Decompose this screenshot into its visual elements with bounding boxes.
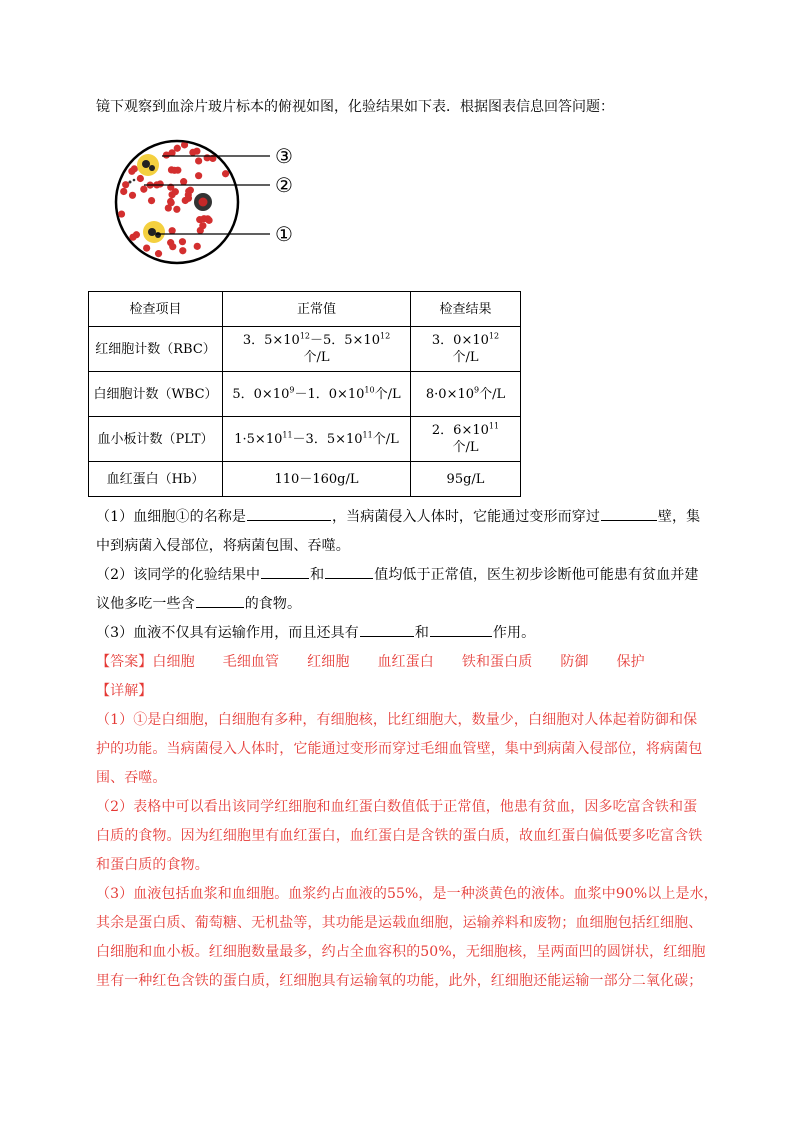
red-blood-cell	[171, 167, 178, 174]
answer-blank[interactable]	[261, 563, 309, 579]
row-result: 95g/L	[411, 462, 521, 497]
red-blood-cell	[165, 204, 172, 211]
row-normal: $1\cdot 5\times 10^{11}-3$．$5\times 10^{11}$个/L	[223, 417, 411, 462]
detail-line: （3）血液包括血浆和血细胞。血浆约占血液的55%，是一种淡黄色的液体。血浆中90%以上是水，	[96, 886, 718, 902]
red-blood-cell	[120, 188, 127, 195]
red-blood-cell	[200, 215, 207, 222]
red-blood-cell	[167, 198, 174, 205]
detail-line: 白细胞和血小板。红细胞数量最多，约占全血容积的50%，无细胞核，呈两面凹的圆饼状，红细胞	[96, 944, 706, 960]
detail-line: 和蛋白质的食物。	[96, 857, 209, 873]
red-blood-cell	[169, 243, 176, 250]
red-blood-cell	[163, 151, 170, 158]
table-row	[89, 462, 521, 497]
answer-blank[interactable]	[430, 621, 492, 637]
red-blood-cell	[185, 195, 192, 202]
answer-blank[interactable]	[601, 505, 657, 521]
row-item: 血红蛋白（Hb）	[89, 462, 223, 497]
red-blood-cell	[194, 243, 201, 250]
red-blood-cell	[140, 186, 147, 193]
red-blood-cell	[122, 181, 129, 188]
row-item: 血小板计数（PLT）	[89, 417, 223, 462]
blood-test-table	[88, 291, 521, 497]
detail-line: 白质的食物。因为红细胞里有血红蛋白，血红蛋白是含铁的蛋白质，故血红蛋白偏低要多吃富含铁	[96, 828, 703, 844]
answer-blank[interactable]	[247, 505, 331, 521]
row-normal: 5．$0\times 10^9-1$．$0\times 10^{10}$个/L	[223, 372, 411, 417]
row-result: $8\cdot 0\times 10^9$个/L	[411, 372, 521, 417]
question-1: （1）血细胞①的名称是 ，当病菌侵入人体时，它能通过变形而穿过 壁，集	[96, 503, 716, 532]
red-blood-cell	[129, 234, 136, 241]
red-blood-cell	[174, 145, 181, 152]
table-header-row	[89, 292, 521, 327]
row-normal: 3．$5\times 10^{12}-5$．$5\times 10^{12}$ 个/L	[223, 327, 411, 372]
detail-label: 【详解】	[96, 683, 153, 699]
red-blood-cell	[199, 222, 206, 229]
red-blood-cell	[173, 206, 180, 213]
label-1: ①	[275, 222, 293, 246]
question-section	[96, 503, 716, 996]
answer-blank[interactable]	[196, 592, 244, 608]
red-blood-cell	[131, 165, 138, 172]
dark-cell	[194, 193, 212, 211]
answer-blank[interactable]	[325, 563, 373, 579]
intro-text: 镜下观察到血涂片玻片标本的俯视如图，化验结果如下表．根据图表信息回答问题：	[96, 99, 614, 115]
table-row	[89, 327, 521, 372]
row-result: 2．$6\times 10^{11}$ 个/L	[411, 417, 521, 462]
header-result: 检查结果	[411, 292, 521, 327]
red-blood-cell	[222, 170, 229, 177]
red-blood-cell	[195, 172, 202, 179]
red-blood-cell	[195, 157, 202, 164]
header-item: 检查项目	[89, 292, 223, 327]
label-3: ③	[275, 144, 293, 168]
red-blood-cell	[137, 175, 144, 182]
white-blood-cell-bottom	[143, 221, 165, 243]
red-blood-cell	[169, 227, 176, 234]
row-item: 红细胞计数（RBC）	[89, 327, 223, 372]
detail-line: 里有一种红色含铁的蛋白质，红细胞具有运输氧的功能，此外，红细胞还能运输一部分二氧化碳；	[96, 973, 703, 989]
blood-smear-figure	[110, 128, 310, 288]
white-blood-cell-top	[137, 154, 159, 176]
detail-line: 其余是蛋白质、葡萄糖、无机盐等，其功能是运载血细胞，运输养料和废物；血细胞包括红细胞、	[96, 915, 703, 931]
table-row	[89, 417, 521, 462]
detail-line: 围、吞噬。	[96, 770, 167, 786]
answer-line: 【答案】白细胞 毛细血管 红细胞 血红蛋白 铁和蛋白质 防御 保护	[96, 654, 645, 670]
question-2-cont: 议他多吃一些含 的食物。	[96, 590, 716, 619]
detail-line: 护的功能。当病菌侵入人体时，它能通过变形而穿过毛细血管壁，集中到病菌入侵部位，将病菌包	[96, 741, 703, 757]
red-blood-cell	[179, 238, 186, 245]
header-normal: 正常值	[223, 292, 411, 327]
red-blood-cell	[118, 210, 125, 217]
table-row	[89, 372, 521, 417]
detail-line: （2）表格中可以看出该同学红细胞和血红蛋白数值低于正常值，他患有贫血，因多吃富含铁和蛋	[96, 799, 698, 815]
row-item: 白细胞计数（WBC）	[89, 372, 223, 417]
detail-line: （1）①是白细胞，白细胞有多种，有细胞核，比红细胞大，数量少，白细胞对人体起着防御和保	[96, 712, 698, 728]
row-result: 3．$0\times 10^{12}$ 个/L	[411, 327, 521, 372]
question-2: （2）该同学的化验结果中 和 值均低于正常值，医生初步诊断他可能患有贫血并建	[96, 561, 716, 590]
row-normal: 110－160g/L	[223, 462, 411, 497]
label-2: ②	[275, 173, 293, 197]
red-blood-cell	[143, 244, 150, 251]
red-blood-cell	[155, 250, 162, 257]
question-1-cont: 中到病菌入侵部位，将病菌包围、吞噬。	[96, 538, 350, 554]
red-blood-cell	[179, 247, 186, 254]
answer-blank[interactable]	[360, 621, 414, 637]
red-blood-cell	[180, 178, 187, 185]
red-blood-cell	[189, 149, 196, 156]
question-3: （3）血液不仅具有运输作用，而且还具有 和 作用。	[96, 619, 716, 648]
red-blood-cell	[129, 192, 136, 199]
red-blood-cell	[148, 197, 155, 204]
